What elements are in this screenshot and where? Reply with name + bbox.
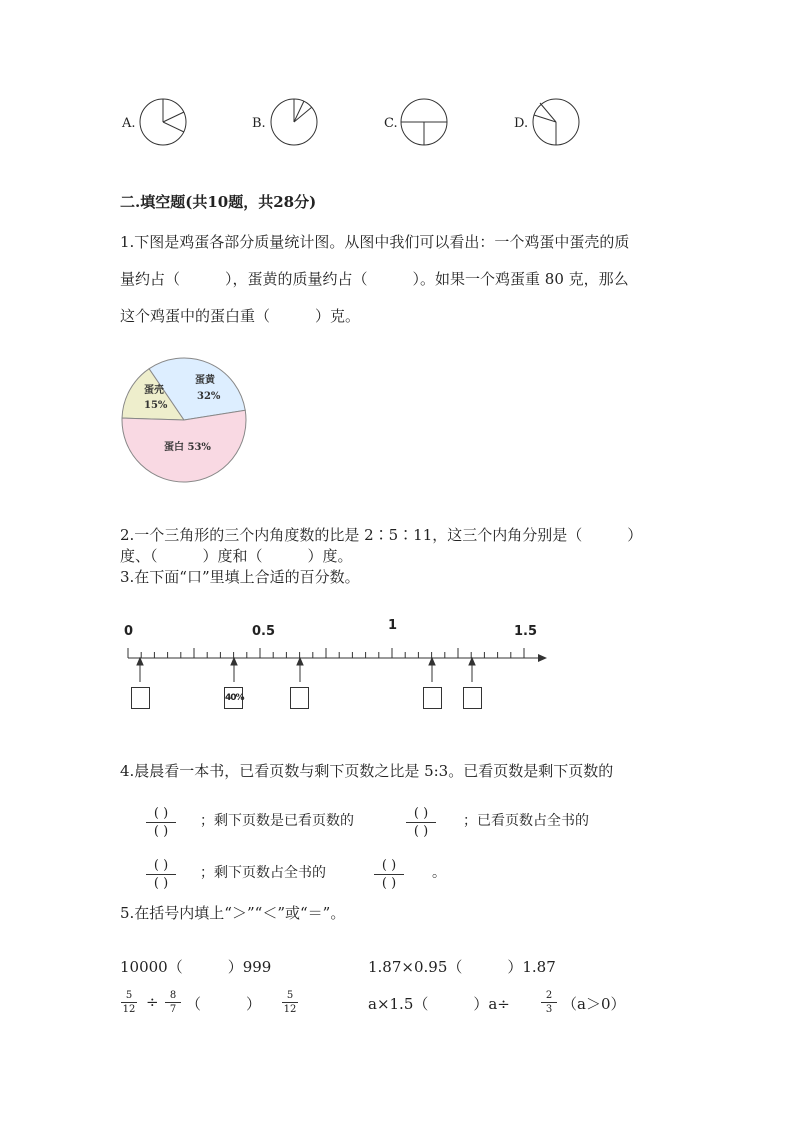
q4-text-c: ；剩下页数占全书的 (200, 865, 326, 881)
pie-label-white: 蛋白 53% (164, 442, 211, 453)
fraction-numerator: ( ) (413, 806, 429, 821)
fraction-denominator: 12 (283, 1004, 297, 1015)
q2-line1: 2.一个三角形的三个内角度数的比是 2∶5∶11，这三个内角分别是（ ） (120, 526, 643, 544)
pie-label-shell-value: 15% (144, 400, 168, 411)
option-d-label: D. (514, 116, 529, 131)
q4-text-a: ；剩下页数是已看页数的 (200, 813, 354, 829)
fraction-denominator: 3 (545, 1004, 553, 1015)
answer-box-filled: 40% (224, 687, 243, 709)
fraction-5-12-right (281, 990, 299, 1015)
fraction-blank-3 (142, 858, 180, 891)
fraction-numerator: 8 (169, 990, 177, 1001)
fraction-numerator: 5 (125, 990, 133, 1001)
q1-line1: 1.下图是鸡蛋各部分质量统计图。从图中我们可以看出：一个鸡蛋中蛋壳的质 (120, 233, 630, 251)
answer-box-3[interactable] (290, 687, 309, 709)
fraction-denominator: ( ) (381, 876, 397, 891)
q5-row2-right-end: （a＞0） (562, 995, 626, 1013)
option-a-pie-icon (139, 98, 187, 146)
pie-label-shell-name: 蛋壳 (144, 385, 164, 396)
fraction-numerator: ( ) (153, 806, 169, 821)
option-c-pie-icon (400, 98, 448, 146)
answer-box-1[interactable] (131, 687, 150, 709)
number-line-label-1-5: 1.5 (514, 624, 538, 639)
q5-row1-left: 10000（ ）999 (120, 958, 272, 976)
fraction-2-3 (540, 990, 558, 1015)
q1-line3: 这个鸡蛋中的蛋白重（ ）克。 (120, 307, 361, 325)
q4-line1: 4.晨晨看一本书，已看页数与剩下页数之比是 5:3。已看页数是剩下页数的 (120, 762, 614, 780)
fraction-numerator: 2 (545, 990, 553, 1001)
pie-label-yolk-name: 蛋黄 (195, 375, 215, 386)
q3-line1: 3.在下面“口”里填上合适的百分数。 (120, 568, 360, 586)
pie-label-yolk-value: 32% (197, 391, 221, 402)
q4-text-b: ；已看页数占全书的 (463, 813, 589, 829)
q4-text-end: 。 (432, 865, 446, 881)
q5-row2-paren: （ ） (186, 995, 262, 1013)
option-b-pie-icon (270, 98, 318, 146)
answer-box-4[interactable] (423, 687, 442, 709)
egg-pie-chart (120, 355, 254, 485)
option-b-label: B. (252, 116, 266, 131)
fraction-denominator: ( ) (153, 876, 169, 891)
q1-line2: 量约占（ ），蛋黄的质量约占（ ）。如果一个鸡蛋重 80 克，那么 (120, 270, 629, 288)
q5-row2-right-left: a×1.5（ ）a÷ (368, 995, 510, 1013)
fraction-8-7 (164, 990, 182, 1015)
number-line-label-1: 1 (388, 618, 398, 633)
fraction-numerator: ( ) (381, 858, 397, 873)
fraction-numerator: ( ) (153, 858, 169, 873)
answer-box-5[interactable] (463, 687, 482, 709)
option-c-label: C. (384, 116, 398, 131)
number-line (120, 638, 550, 688)
fraction-denominator: ( ) (413, 824, 429, 839)
q5-row1-right: 1.87×0.95（ ）1.87 (368, 958, 556, 976)
fraction-blank-2 (402, 806, 440, 839)
fraction-denominator: ( ) (153, 824, 169, 839)
number-line-label-0: 0 (124, 624, 134, 639)
fraction-blank-4 (370, 858, 408, 891)
fraction-5-12-left (120, 990, 138, 1015)
section-title: 二.填空题(共10题，共28分) (120, 193, 317, 211)
option-a-label: A. (122, 116, 136, 131)
fraction-numerator: 5 (286, 990, 294, 1001)
fraction-denominator: 12 (122, 1004, 136, 1015)
q5-line1: 5.在括号内填上“＞”“＜”或“＝”。 (120, 904, 346, 922)
fraction-denominator: 7 (169, 1004, 177, 1015)
fraction-blank-1 (142, 806, 180, 839)
option-d-pie-icon (532, 98, 580, 146)
division-sign: ÷ (146, 993, 159, 1011)
q2-line2: 度、（ ）度和（ ）度。 (120, 547, 353, 565)
number-line-label-0-5: 0.5 (252, 624, 276, 639)
